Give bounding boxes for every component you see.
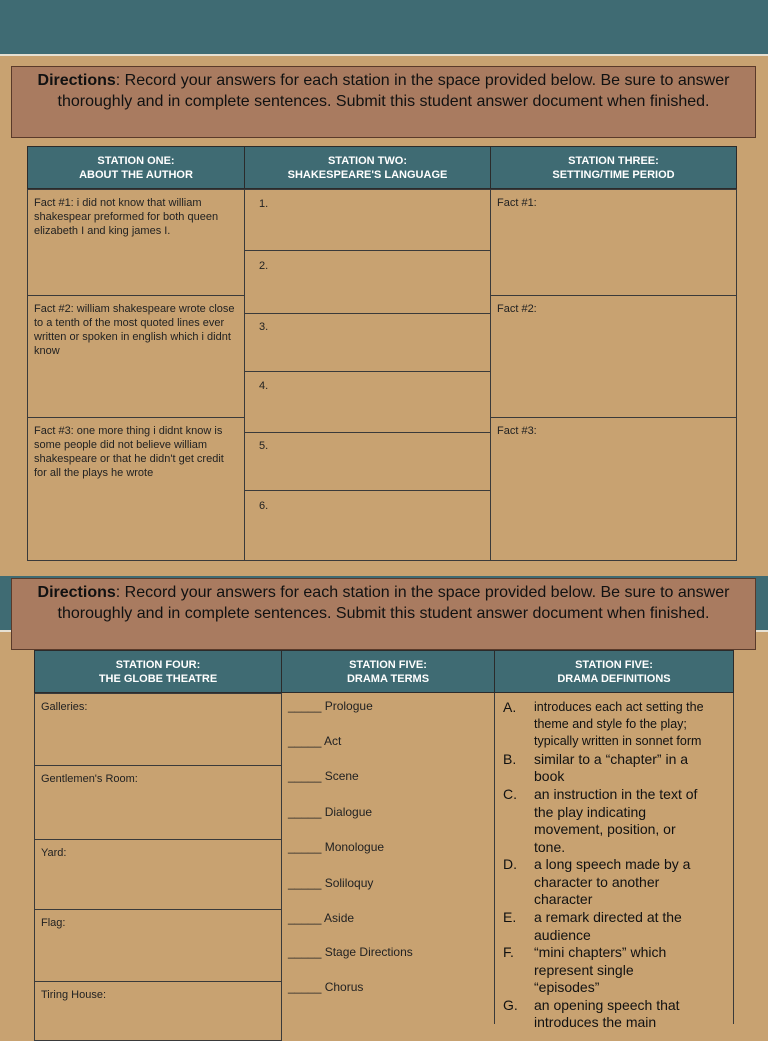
definition-letter: A. bbox=[503, 699, 517, 715]
definition-line: the play indicating bbox=[534, 804, 647, 820]
definition-letter: F. bbox=[503, 944, 514, 960]
header-line: SHAKESPEARE'S LANGUAGE bbox=[287, 168, 448, 181]
definition-line: theme and style fo the play; bbox=[534, 717, 687, 731]
language-answer-4[interactable] bbox=[244, 371, 491, 433]
definition-line: character bbox=[534, 891, 593, 907]
header-line: STATION THREE: bbox=[568, 154, 659, 167]
definition-line: “episodes” bbox=[534, 979, 600, 995]
definition-line: introduces the main bbox=[534, 1014, 657, 1030]
author-fact-1[interactable] bbox=[27, 189, 245, 296]
cell-text: 2. bbox=[259, 260, 269, 272]
definition-line: tone. bbox=[534, 839, 566, 855]
term-monologue[interactable]: _____ Monologue bbox=[288, 840, 385, 854]
definition-line: an opening speech that bbox=[534, 997, 680, 1013]
directions-label: Directions bbox=[37, 584, 116, 601]
term-scene[interactable]: _____ Scene bbox=[288, 769, 359, 783]
header-drama-definitions bbox=[494, 650, 734, 693]
globe-yard[interactable] bbox=[34, 839, 282, 910]
header-line: STATION FOUR: bbox=[115, 658, 201, 671]
cell-text: Flag: bbox=[41, 917, 66, 929]
definition-line: movement, position, or bbox=[534, 821, 676, 837]
term-prologue[interactable]: _____ Prologue bbox=[288, 699, 373, 713]
cell-text: Yard: bbox=[41, 847, 67, 859]
cell-text: 6. bbox=[259, 500, 269, 512]
setting-fact-3[interactable] bbox=[490, 417, 737, 561]
cell-text: 4. bbox=[259, 380, 269, 392]
author-fact-3[interactable] bbox=[27, 417, 245, 561]
directions-box-2 bbox=[11, 578, 756, 650]
header-line: STATION TWO: bbox=[327, 154, 407, 167]
globe-gentlemens-room[interactable] bbox=[34, 765, 282, 840]
definition-letter: C. bbox=[503, 786, 517, 802]
language-answer-5[interactable] bbox=[244, 432, 491, 491]
header-line: STATION FIVE: bbox=[349, 658, 427, 671]
globe-galleries[interactable] bbox=[34, 693, 282, 766]
term-act[interactable]: _____ Act bbox=[288, 734, 342, 748]
definition-line: audience bbox=[534, 927, 591, 943]
header-line: DRAMA TERMS bbox=[346, 672, 430, 685]
language-answer-6[interactable] bbox=[244, 490, 491, 561]
top-banner bbox=[0, 0, 768, 54]
setting-fact-2[interactable] bbox=[490, 295, 737, 418]
cell-text: Fact #2: bbox=[497, 303, 537, 315]
header-line: THE GLOBE THEATRE bbox=[98, 672, 218, 685]
globe-flag[interactable] bbox=[34, 909, 282, 982]
cell-text: Fact #3: one more thing i didnt know is some people did not believe william shakespeare or that he didn't get credit for all the plays he wrote bbox=[34, 425, 224, 479]
top-banner-divider bbox=[0, 54, 768, 56]
header-station-two bbox=[244, 146, 491, 189]
term-chorus[interactable]: _____ Chorus bbox=[288, 980, 364, 994]
definition-line: introduces each act setting the bbox=[534, 700, 704, 714]
term-stage-directions[interactable]: _____ Stage Directions bbox=[288, 945, 413, 959]
cell-text: 5. bbox=[259, 440, 269, 452]
definition-letter: B. bbox=[503, 751, 517, 767]
cell-text: 1. bbox=[259, 198, 269, 210]
directions-text: : Record your answers for each station in the space provided below. Be sure to answer thoroughly and in complete sentences. Submit this student answer document when finished. bbox=[57, 72, 730, 110]
cell-text: Tiring House: bbox=[41, 989, 107, 1001]
header-station-four bbox=[34, 650, 282, 693]
setting-fact-1[interactable] bbox=[490, 189, 737, 296]
cell-text: Gentlemen's Room: bbox=[41, 773, 138, 785]
definition-line: book bbox=[534, 768, 565, 784]
header-line: STATION ONE: bbox=[97, 154, 175, 167]
definition-line: typically written in sonnet form bbox=[534, 734, 702, 748]
header-station-one bbox=[27, 146, 245, 189]
definition-letter: D. bbox=[503, 856, 517, 872]
definition-line: an instruction in the text of bbox=[534, 786, 698, 802]
author-fact-2[interactable] bbox=[27, 295, 245, 418]
term-soliloquy[interactable]: _____ Soliloquy bbox=[288, 876, 374, 890]
definition-letter: E. bbox=[503, 909, 517, 925]
definition-letter: G. bbox=[503, 997, 518, 1013]
directions-label: Directions bbox=[37, 72, 116, 89]
cell-text: Fact #1: i did not know that william shakespear preformed for both queen elizabeth I and king james I. bbox=[34, 197, 219, 237]
cell-text: Galleries: bbox=[41, 701, 88, 713]
directions-text: : Record your answers for each station in the space provided below. Be sure to answer thoroughly and in complete sentences. Submit this student answer document when finished. bbox=[57, 584, 730, 622]
directions-box-1 bbox=[11, 66, 756, 138]
header-drama-terms bbox=[281, 650, 495, 693]
definition-line: represent single bbox=[534, 962, 634, 978]
cell-text: Fact #1: bbox=[497, 197, 537, 209]
definition-line: “mini chapters” which bbox=[534, 944, 667, 960]
definition-line: a long speech made by a bbox=[534, 856, 691, 872]
definition-line: character to another bbox=[534, 874, 660, 890]
globe-tiring-house[interactable] bbox=[34, 981, 282, 1041]
header-station-three bbox=[490, 146, 737, 189]
language-answer-1[interactable] bbox=[244, 189, 491, 251]
term-aside[interactable]: _____ Aside bbox=[288, 911, 355, 925]
cell-text: Fact #2: william shakespeare wrote close to a tenth of the most quoted lines ever written or spoken in english which i didnt know bbox=[34, 303, 235, 357]
definition-line: similar to a “chapter” in a bbox=[534, 751, 689, 767]
cell-text: Fact #3: bbox=[497, 425, 537, 437]
header-line: STATION FIVE: bbox=[575, 658, 653, 671]
definition-line: a remark directed at the bbox=[534, 909, 682, 925]
header-line: SETTING/TIME PERIOD bbox=[552, 168, 675, 181]
language-answer-2[interactable] bbox=[244, 250, 491, 314]
language-answer-3[interactable] bbox=[244, 313, 491, 372]
term-dialogue[interactable]: _____ Dialogue bbox=[288, 805, 373, 819]
header-line: ABOUT THE AUTHOR bbox=[79, 168, 193, 181]
header-line: DRAMA DEFINITIONS bbox=[557, 672, 671, 685]
cell-text: 3. bbox=[259, 321, 269, 333]
